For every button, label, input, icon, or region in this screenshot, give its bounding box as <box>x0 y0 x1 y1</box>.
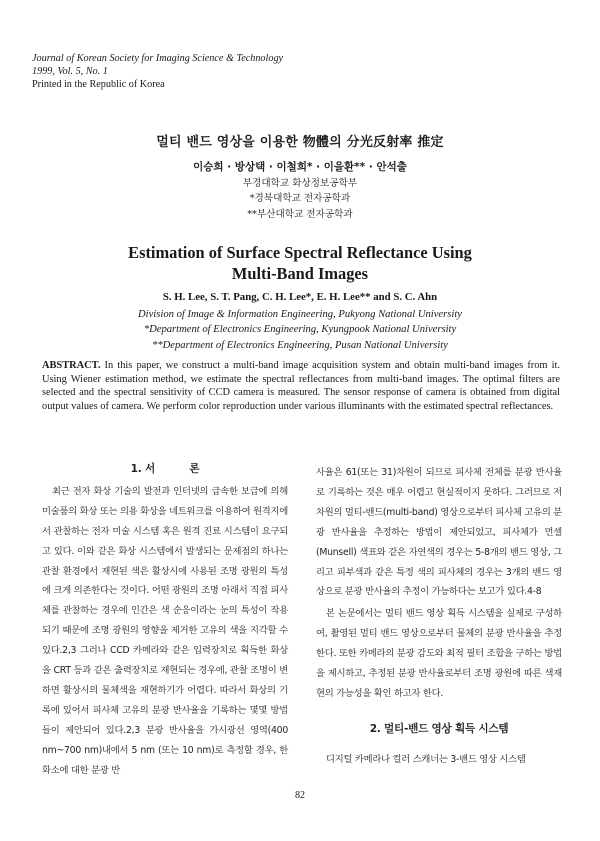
journal-name: Journal of Korean Society for Imaging Science & Technology <box>32 53 284 64</box>
english-affiliation-3: **Department of Electronics Engineering, Pusan National University <box>152 339 448 351</box>
english-affiliations <box>0 307 600 353</box>
journal-volume: 1999, Vol. 5, No. 1 <box>32 66 108 77</box>
korean-affiliation-2: *경북대학교 전자공학과 <box>249 193 351 205</box>
korean-author-block <box>0 160 600 222</box>
english-authors: S. H. Lee, S. T. Pang, C. H. Lee*, E. H. Lee** and S. C. Ahn <box>162 291 438 303</box>
section-2-heading: 2. 멀티-밴드 영상 획득 시스템 <box>369 722 509 735</box>
journal-info <box>32 52 283 91</box>
korean-affiliation-3: **부산대학교 전자공학과 <box>247 208 353 220</box>
right-paragraph-1: 사율은 61(또는 31)차원이 되므로 피사체 전체를 분광 반사율로 기록하는 것은 매우 어렵고 현실적이지 못하다. 그러므로 저차원의 멀티-밴드(multi-band) 영상으로부터 피사체 고유의 분광 반사율을 추정하는 방법이 제안되었고, 피사체가 먼셀(Munsell) 색표와 같은 자연색의 경우는 5-8개의 밴드 영상, 그리고 피부색과 같은 특정 색의 피사체의 경우는 3개의 밴드 영상으로 분광 반사율의 추정이 가능하다는 보고가 있다.4-8 <box>316 467 563 598</box>
english-affiliation-1: Division of Image & Information Engineering, Pukyong National University <box>138 309 462 320</box>
right-paragraph-2: 본 논문에서는 멀티 밴드 영상 획득 시스템을 실제로 구성하여, 촬영된 멀티 밴드 영상으로부터 물체의 분광 반사율을 추정한다. 또한 카메라의 분광 감도와 최적 필터 조합을 구하는 방법을 제시하고, 추정된 분광 반사율로부터 조명 광원에 따른 색재현의 가능성을 확인 하고자 한다. <box>316 608 562 699</box>
page-number: 82 <box>295 790 305 801</box>
korean-affiliation-1: 부경대학교 화상정보공학부 <box>242 178 358 190</box>
right-column <box>316 463 562 770</box>
english-title <box>0 242 600 284</box>
english-affiliation-2: *Department of Electronics Engineering, Kyungpook National University <box>143 324 457 336</box>
english-title-line-1: Estimation of Surface Spectral Reflectance Using <box>128 243 472 262</box>
section-1-heading: 1. 서 론 <box>130 463 200 475</box>
introduction-paragraph: 최근 전자 화상 기술의 발전과 인터넷의 급속한 보급에 의해 미술품의 화상 또는 의용 화상을 네트워크를 이용하여 원격지에서 관찰하는 전자 미술 시스템 혹은 원격 진료 시스템이 요구되고 있다. 이와 같은 화상 시스템에서 발생되는 문제점의 하나는 관찰 환경에서 재현된 색은 활상시에 사용된 조명 광원의 특성에 크게 의존한다는 것이다. 어떤 광원의 조명 아래서 직접 피사체를 관찰하는 경우에 인간은 색 순응이라는 눈의 특성이 작용되기 때문에 조명 광원의 영향을 제거한 고유의 색을 지각할 수 있다.2,3 그러나 CCD 카메라와 같은 입력장치로 획득한 화상을 CRT 등과 같은 출력장치로 재현되는 경우에, 관찰 조명이 변하면 활상시의 물체색을 재현하기가 어렵다. 따라서 화상의 기록에 있어서 피사체 고유의 분광 반사율을 기록하는 몇몇 방법들이 제안되어 있다.2,3 분광 반사율을 가시광선 영역(400 nm~700 nm)내에서 5 nm (또는 10 nm)로 측정할 경우, 한 화소에 대한 분광 반 <box>42 485 288 776</box>
english-title-line-2: Multi-Band Images <box>231 264 369 283</box>
journal-printed: Printed in the Republic of Korea <box>32 79 165 90</box>
abstract-text: In this paper, we construct a multi-band image acquisition system and obtain multi-band images from it. Using Wiener estimation method, we estimate the spectral reflectances from multi-band images. The optimal filters are selected and the spectral sensitivity of CCD camera is measured. The sensor response of camera is obtained from digital output values of camera. We perform color reproduction under various illuminants with the estimated spectral reflectances. <box>42 360 560 412</box>
right-paragraph-3: 디지털 카메라나 컬러 스캐너는 3-밴드 영상 시스템 <box>326 753 526 765</box>
abstract-label: ABSTRACT. <box>42 360 101 371</box>
korean-title: 멀티 밴드 영상을 이용한 物體의 分光反射率 推定 <box>156 135 444 150</box>
left-column <box>42 463 288 781</box>
korean-authors: 이승희 · 방상택 · 이철희* · 이을환** · 안석출 <box>193 161 407 173</box>
abstract <box>42 359 560 413</box>
